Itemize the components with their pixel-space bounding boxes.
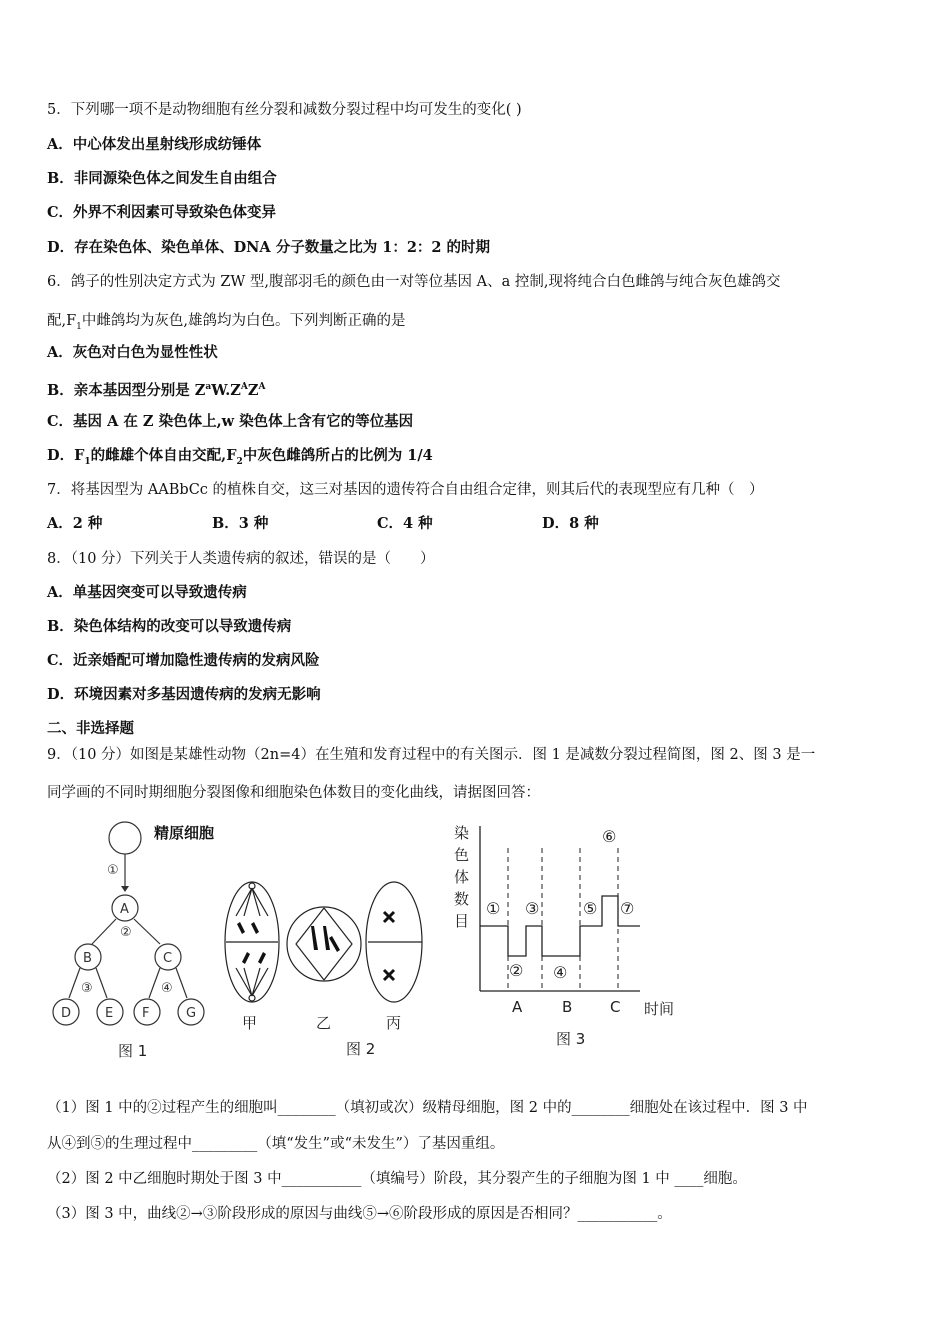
label-d: D [61, 1006, 72, 1021]
q5-option-c: C．外界不利因素可导致染色体变异 [47, 204, 277, 221]
fig1-caption: 图 1 [118, 1042, 148, 1060]
stage-3: ③ [525, 899, 540, 918]
fig1-step-4: ④ [161, 981, 173, 996]
ylabel-char-4: 数 [454, 890, 470, 908]
q7-stem: 7．将基因型为 AABbCc 的植株自交，这三对基因的遗传符合自由组合定律，则其后代的表现型应有几种（ ） [47, 482, 764, 498]
xtick-a: A [512, 998, 523, 1016]
fig1-title: 精原细胞 [154, 824, 215, 842]
xtick-c: C [610, 998, 621, 1016]
label-jia: 甲 [242, 1014, 258, 1032]
q7-option-b: B．3 种 [212, 515, 269, 532]
label-bing: 丙 [386, 1014, 402, 1032]
q6-option-d: D．$F_1$的雌雄个体自由交配$,F_2$中灰色雌鸽所占的比例为 1/4 [47, 447, 433, 467]
stage-1: ① [486, 899, 501, 918]
x-axis-label: 时间 [644, 1000, 675, 1018]
q5-stem: 5．下列哪一项不是动物细胞有丝分裂和减数分裂过程中均可发生的变化( ) [47, 102, 522, 118]
q6-option-a: A．灰色对白色为显性性状 [47, 344, 218, 361]
q8-option-c: C．近亲婚配可增加隐性遗传病的发病风险 [47, 652, 320, 669]
q9-stem-line2: 同学画的不同时期细胞分裂图像和细胞染色体数目的变化曲线，请据图回答： [47, 785, 540, 801]
q8-option-b: B．染色体结构的改变可以导致遗传病 [47, 618, 292, 635]
q6-stem-line2: 配$,F_1$中雌鸽均为灰色,雄鸽均为白色。下列判断正确的是 [47, 313, 406, 332]
section-heading: 二、非选择题 [47, 720, 134, 737]
figure-2 [214, 876, 444, 1066]
ylabel-char-3: 体 [454, 868, 470, 886]
q9-sub3: （3）图 3 中，曲线②→③阶段形成的原因与曲线⑤→⑥阶段形成的原因是否相同？___________。 [47, 1206, 672, 1222]
q9-sub2: （2）图 2 中乙细胞时期处于图 3 中___________（填编号）阶段，其分裂产生的子细胞为图 1 中 ____细胞。 [47, 1171, 747, 1187]
label-yi: 乙 [316, 1014, 332, 1032]
label-g: G [186, 1006, 197, 1021]
q7-option-d: D．8 种 [542, 515, 599, 532]
fig1-step-1: ① [107, 863, 119, 878]
xtick-b: B [562, 998, 573, 1016]
ylabel-char-5: 目 [454, 912, 470, 930]
label-c: C [163, 951, 173, 966]
q8-stem: 8．（10 分）下列关于人类遗传病的叙述，错误的是（ ） [47, 551, 435, 567]
q9-stem-line1: 9．（10 分）如图是某雄性动物（2n=4）在生殖和发育过程中的有关图示．图 1 是减数分裂过程简图，图 2、图 3 是一 [47, 747, 816, 763]
q8-option-a: A．单基因突变可以导致遗传病 [47, 584, 247, 601]
q6-stem-line1: 6．鸽子的性别决定方式为 ZW 型,腹部羽毛的颜色由一对等位基因 A、a 控制,现将纯合白色雌鸽与纯合灰色雄鸽交 [47, 274, 781, 290]
stage-2: ② [509, 961, 524, 980]
q5-option-b: B．非同源染色体之间发生自由组合 [47, 170, 277, 187]
label-e: E [105, 1006, 114, 1021]
label-a: A [120, 902, 129, 917]
label-f: F [142, 1006, 150, 1021]
label-b: B [83, 951, 92, 966]
chromosome-curve [480, 896, 640, 956]
figure-1 [44, 816, 224, 1066]
fig1-step-2: ② [120, 925, 132, 940]
fig1-step-3: ③ [81, 981, 93, 996]
stage-5: ⑤ [583, 899, 598, 918]
stage-4: ④ [553, 963, 568, 982]
q7-option-c: C．4 种 [377, 515, 433, 532]
ylabel-char-2: 色 [454, 846, 470, 864]
q5-option-d: D．存在染色体、染色单体、DNA 分子数量之比为 1：2：2 的时期 [47, 239, 491, 256]
q6-option-c: C．基因 A 在 Z 染色体上,w 染色体上含有它的等位基因 [47, 413, 414, 430]
cell-yi [287, 907, 361, 981]
q5-option-a: A．中心体发出星射线形成纺锤体 [47, 136, 262, 153]
figure-3 [450, 816, 700, 1066]
q7-option-a: A．2 种 [47, 515, 103, 532]
stage-7: ⑦ [620, 899, 635, 918]
ylabel-char-1: 染 [454, 824, 470, 842]
q8-option-d: D．环境因素对多基因遗传病的发病无影响 [47, 686, 321, 703]
spermatogonium-cell [109, 822, 141, 854]
fig2-caption: 图 2 [346, 1040, 376, 1058]
fig3-caption: 图 3 [556, 1030, 586, 1048]
q6-option-b: B．亲本基因型分别是 $Z^aW.Z^AZ^A$ [47, 381, 266, 399]
stage-6: ⑥ [602, 827, 617, 846]
q9-sub1-line1: （1）图 1 中的②过程产生的细胞叫________（填初或次）级精母细胞，图 2 中的________细胞处在该过程中．图 3 中 [47, 1100, 808, 1116]
q9-sub1-line2: 从④到⑤的生理过程中_________（填“发生”或“未发生”）了基因重组。 [47, 1136, 505, 1152]
